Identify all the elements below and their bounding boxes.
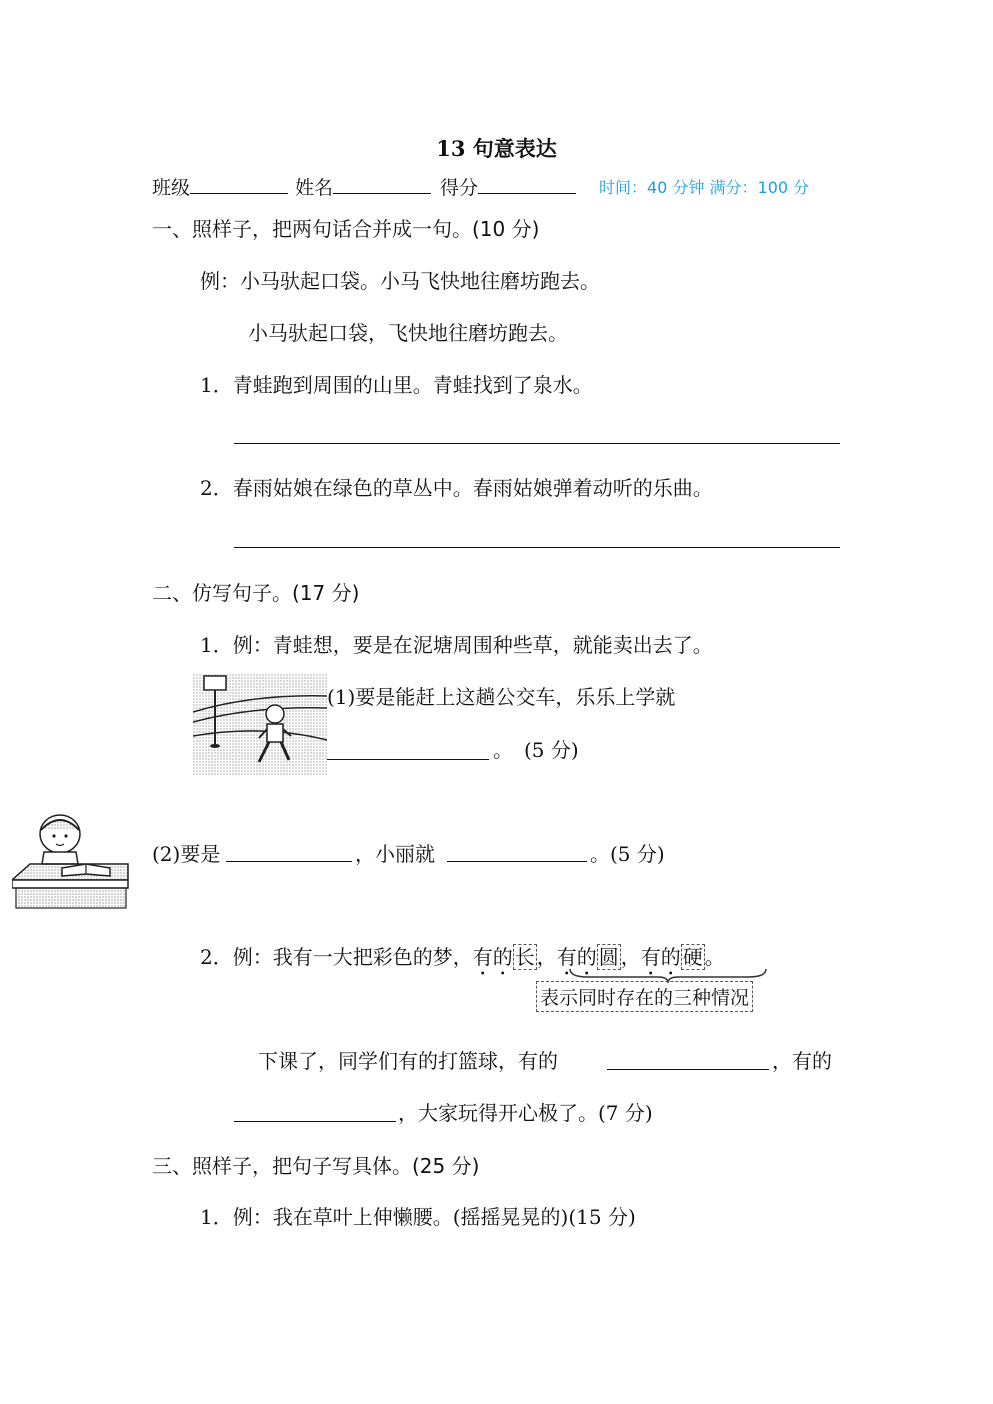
section2-q1-sub1-score: (5 分) bbox=[524, 738, 579, 762]
section2-q1-sub2-start: (2)要是 bbox=[152, 842, 221, 866]
score-field bbox=[440, 173, 576, 200]
section2-q1-sub2-middle: ，小丽就 bbox=[355, 842, 435, 866]
score-label: 得分 bbox=[440, 177, 479, 199]
name-label: 姓名 bbox=[295, 177, 334, 199]
section1-example-answer: 小马驮起口袋，飞快地往磨坊跑去。 bbox=[248, 321, 568, 345]
page-title: 13 句意表达 bbox=[436, 136, 557, 161]
section2-q2-line1-mid: ，有的 bbox=[772, 1049, 832, 1073]
name-field bbox=[295, 173, 431, 200]
section1-answer-line-2[interactable] bbox=[234, 547, 840, 548]
section3-question-1: 1．例：我在草叶上伸懒腰。(摇摇晃晃的)(15 分) bbox=[200, 1205, 636, 1229]
girl-reading-illustration bbox=[12, 812, 130, 910]
section1-example-question: 例：小马驮起口袋。小马飞快地往磨坊跑去。 bbox=[200, 269, 600, 293]
q2-word-1: 长 bbox=[514, 945, 535, 969]
class-blank[interactable] bbox=[190, 173, 288, 194]
q2-word-3: 硬 bbox=[682, 945, 703, 969]
q2-end: 。 bbox=[704, 945, 725, 969]
bus-stop-running-boy-illustration bbox=[193, 674, 327, 775]
q2-sep-1: ， bbox=[536, 945, 557, 969]
section2-q1-sub2-blank-2[interactable] bbox=[447, 861, 587, 862]
q2-part-2: 有的 bbox=[556, 945, 597, 969]
section1-heading: 一、照样子，把两句话合并成一句。(10 分) bbox=[152, 217, 540, 241]
score-blank[interactable] bbox=[478, 173, 576, 194]
q2-example-prefix: 2．例：我有一大把彩色的梦， bbox=[200, 945, 473, 969]
section2-q1-sub1-text: (1)要是能赶上这趟公交车，乐乐上学就 bbox=[327, 685, 676, 709]
section2-q2-line1-start: 下课了，同学们有的打篮球，有的 bbox=[258, 1049, 558, 1073]
section2-q2-line2: ，大家玩得开心极了。(7 分) bbox=[398, 1101, 653, 1125]
q2-word-2: 圆 bbox=[598, 945, 619, 969]
section3-heading: 三、照样子，把句子写具体。(25 分) bbox=[152, 1154, 480, 1178]
time-info: 时间：40 分钟 满分：100 分 bbox=[599, 178, 810, 197]
q2-part-1: 有的 bbox=[472, 945, 513, 969]
name-blank[interactable] bbox=[333, 173, 431, 194]
class-field bbox=[152, 173, 288, 200]
section1-question-1: 1．青蛙跑到周围的山里。青蛙找到了泉水。 bbox=[200, 373, 593, 397]
section1-question-2: 2．春雨姑娘在绿色的草丛中。春雨姑娘弹着动听的乐曲。 bbox=[200, 476, 713, 500]
section2-q2-blank-2[interactable] bbox=[234, 1121, 396, 1122]
section2-q1-sub2-blank-1[interactable] bbox=[226, 861, 352, 862]
section2-q1-sub1-blank[interactable] bbox=[327, 759, 489, 760]
class-label: 班级 bbox=[152, 177, 191, 199]
q2-annotation-note: 表示同时存在的三种情况 bbox=[536, 981, 753, 1012]
section1-answer-line-1[interactable] bbox=[234, 443, 840, 444]
section2-q1-example: 1．例：青蛙想，要是在泥塘周围种些草，就能卖出去了。 bbox=[200, 633, 713, 657]
section2-q2-blank-1[interactable] bbox=[607, 1069, 769, 1070]
q2-sep-2: ， bbox=[620, 945, 641, 969]
q2-part-3: 有的 bbox=[640, 945, 681, 969]
section2-q1-sub2-end: 。(5 分) bbox=[590, 842, 665, 866]
section2-q1-sub1-end: 。 bbox=[493, 738, 513, 762]
section2-heading: 二、仿写句子。(17 分) bbox=[152, 581, 360, 605]
